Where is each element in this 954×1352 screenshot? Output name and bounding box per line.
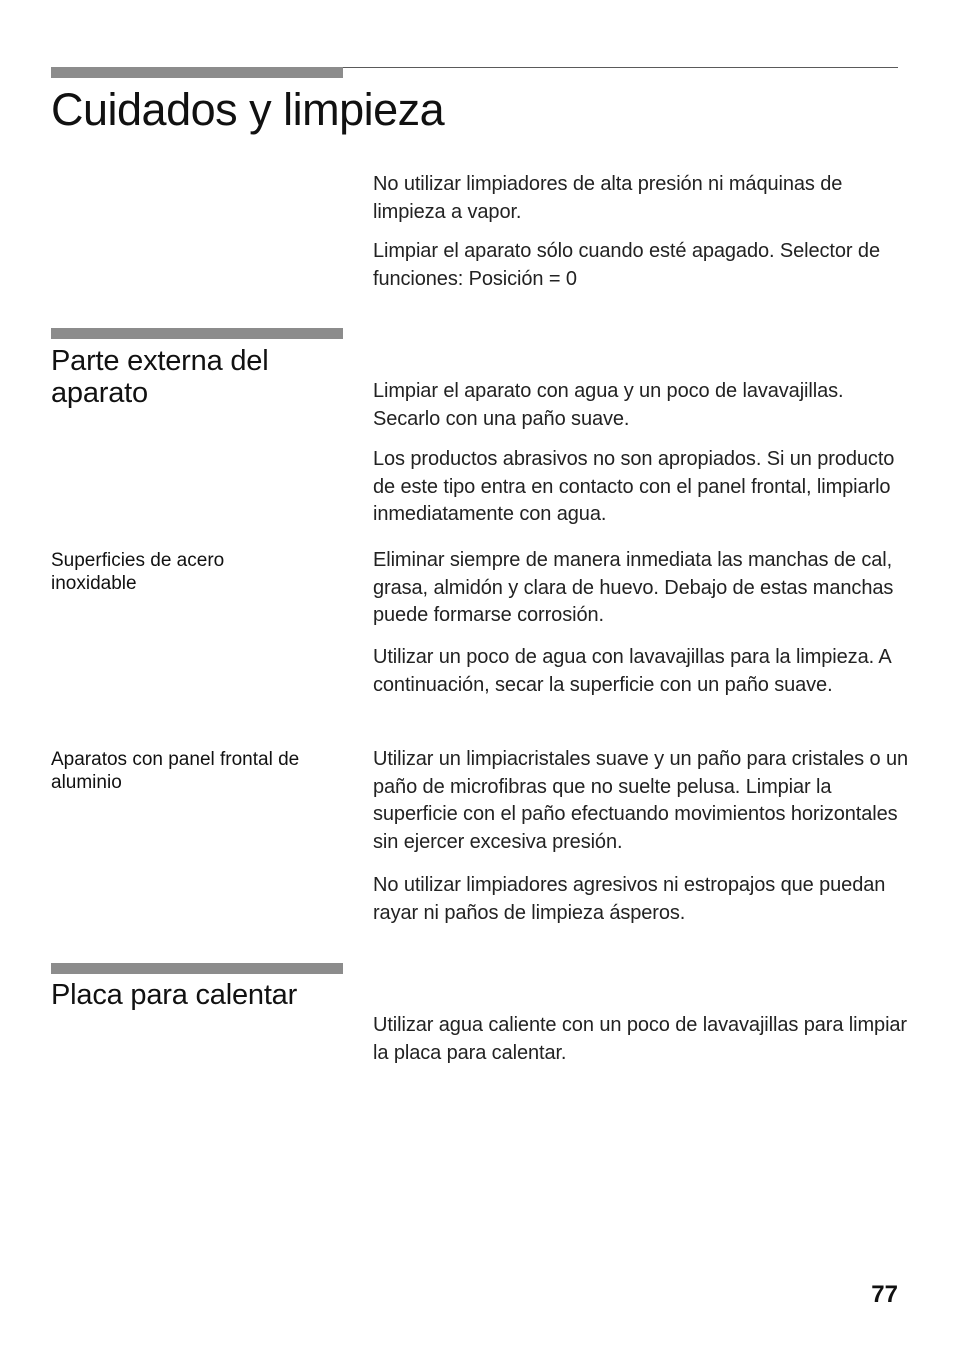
page-title: Cuidados y limpieza	[51, 84, 445, 135]
section-paragraph: Utilizar agua caliente con un poco de lavavajillas para limpiar la placa para calentar.	[373, 1014, 907, 1064]
intro-paragraph: No utilizar limpiadores de alta presión ni máquinas de limpieza a vapor.	[373, 173, 843, 223]
section-paragraph: Los productos abrasivos no son apropiados. Si un producto de este tipo entra en contacto con el panel frontal, limpiarlo inmediatamente con agua.	[373, 448, 895, 525]
section-rule	[51, 328, 343, 339]
subsection-paragraph: Utilizar un limpiacristales suave y un paño para cristales o un paño de microfibras que no suelte pelusa. Limpiar la superficie con el paño efectuando movimientos horizontales sin ejercer excesiva presión.	[373, 748, 909, 853]
section-rule	[51, 963, 343, 974]
section-title-placa: Placa para calentar	[51, 979, 298, 1011]
subsection-paragraph: Utilizar un poco de agua con lavavajillas para la limpieza. A continuación, secar la superficie con un paño suave.	[373, 646, 891, 696]
title-rule-thick	[51, 67, 343, 78]
section-title-parte-externa: Parte externa del aparato	[51, 345, 269, 409]
subsection-paragraph: No utilizar limpiadores agresivos ni estropajos que puedan rayar ni paños de limpieza ásperos.	[373, 874, 886, 924]
subsection-title-aluminio: Aparatos con panel frontal de aluminio	[51, 749, 300, 793]
section-paragraph: Limpiar el aparato con agua y un poco de lavavajillas. Secarlo con una paño suave.	[373, 380, 844, 430]
page-number: 77	[871, 1281, 898, 1308]
intro-paragraph: Limpiar el aparato sólo cuando esté apagado. Selector de funciones: Posición = 0	[373, 240, 880, 290]
title-rule-thin	[343, 67, 898, 68]
subsection-title-acero: Superficies de acero inoxidable	[51, 550, 225, 594]
subsection-paragraph: Eliminar siempre de manera inmediata las manchas de cal, grasa, almidón y clara de huevo. Debajo de estas manchas puede formarse corrosión.	[373, 549, 894, 626]
